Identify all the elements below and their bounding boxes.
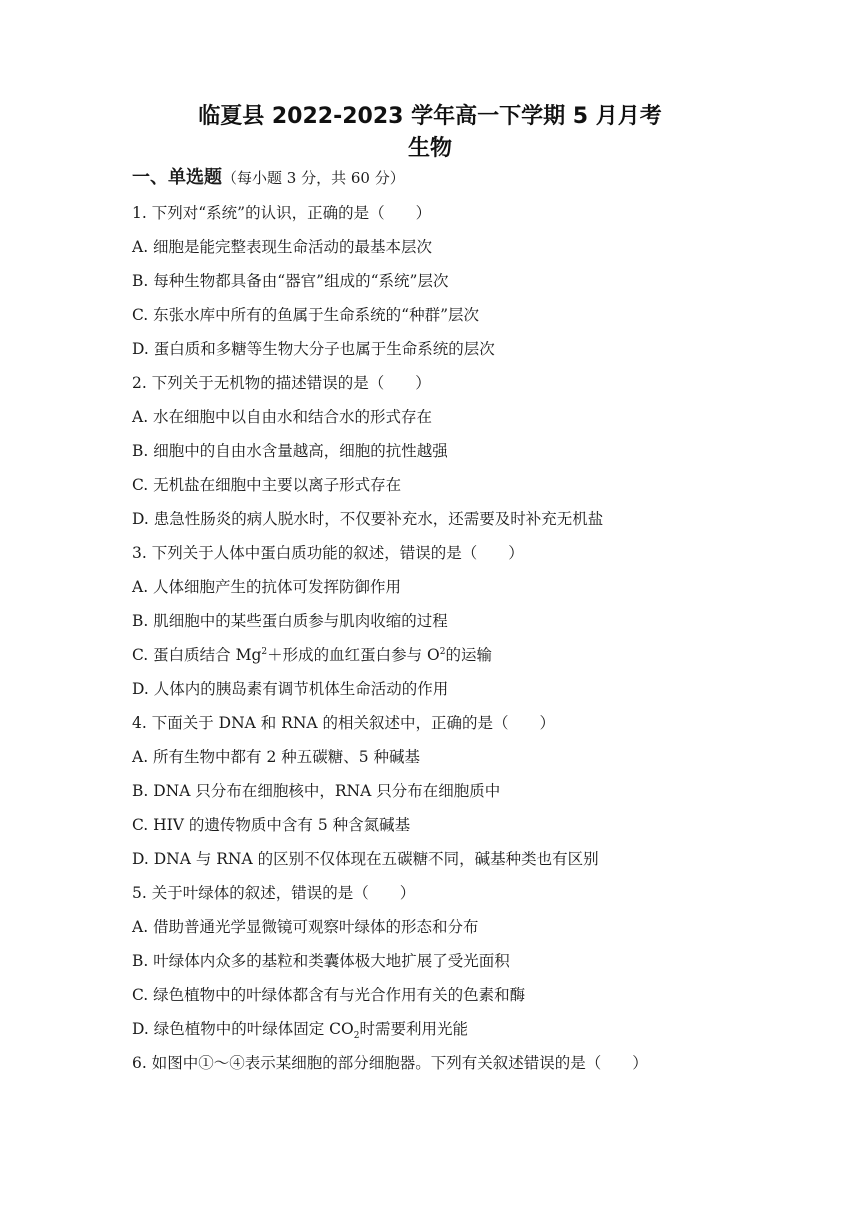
exam-title: 临夏县 2022-2023 学年高一下学期 5 月月考: [198, 104, 662, 129]
superscript: 2: [439, 646, 446, 657]
question-option: B. 细胞中的自由水含量越高，细胞的抗性越强: [132, 442, 448, 460]
option-text: C. 蛋白质结合 Mg: [132, 646, 262, 664]
option-text: ＋形成的血红蛋白参与 O: [267, 646, 440, 664]
question-option: D. DNA 与 RNA 的区别不仅体现在五碳糖不同，碱基种类也有区别: [132, 850, 599, 868]
question-option: C. 无机盐在细胞中主要以离子形式存在: [132, 476, 402, 494]
question-option: A. 水在细胞中以自由水和结合水的形式存在: [132, 408, 433, 426]
question-option: A. 细胞是能完整表现生命活动的最基本层次: [132, 238, 433, 256]
option-text: D. 绿色植物中的叶绿体固定 CO: [132, 1020, 354, 1038]
question-option: [132, 1016, 468, 1042]
question-option: D. 患急性肠炎的病人脱水时，不仅要补充水，还需要及时补充无机盐: [132, 510, 604, 528]
question-stem: 6. 如图中①～④表示某细胞的部分细胞器。下列有关叙述错误的是（ ）: [132, 1054, 648, 1072]
subscript: 2: [353, 1031, 360, 1042]
question-option: B. 叶绿体内众多的基粒和类囊体极大地扩展了受光面积: [132, 952, 510, 970]
question-option: A. 所有生物中都有 2 种五碳糖、5 种碱基: [132, 748, 421, 766]
superscript: 2: [261, 646, 268, 657]
section-heading: [132, 165, 405, 191]
question-option: A. 人体细胞产生的抗体可发挥防御作用: [132, 578, 402, 596]
question-stem: 5. 关于叶绿体的叙述，错误的是（ ）: [132, 884, 416, 902]
question-stem: 3. 下列关于人体中蛋白质功能的叙述，错误的是（ ）: [132, 544, 524, 562]
question-option: C. 绿色植物中的叶绿体都含有与光合作用有关的色素和酶: [132, 986, 526, 1004]
exam-subject: 生物: [407, 136, 452, 161]
option-text: 的运输: [445, 646, 493, 664]
section-note: （每小题 3 分，共 60 分）: [222, 169, 405, 187]
question-option: A. 借助普通光学显微镜可观察叶绿体的形态和分布: [132, 918, 479, 936]
question-stem: 2. 下列关于无机物的描述错误的是（ ）: [132, 374, 431, 392]
question-option: B. 每种生物都具备由“器官”组成的“系统”层次: [132, 272, 449, 290]
question-option: C. 东张水库中所有的鱼属于生命系统的“种群”层次: [132, 306, 480, 324]
question-option: [132, 642, 492, 668]
question-option: D. 人体内的胰岛素有调节机体生命活动的作用: [132, 680, 449, 698]
question-option: B. DNA 只分布在细胞核中，RNA 只分布在细胞质中: [132, 782, 501, 800]
section-title: 一、单选题: [132, 167, 222, 188]
question-option: D. 蛋白质和多糖等生物大分子也属于生命系统的层次: [132, 340, 495, 358]
question-option: C. HIV 的遗传物质中含有 5 种含氮碱基: [132, 816, 411, 834]
question-option: B. 肌细胞中的某些蛋白质参与肌肉收缩的过程: [132, 612, 448, 630]
question-stem: 4. 下面关于 DNA 和 RNA 的相关叙述中，正确的是（ ）: [132, 714, 556, 732]
question-stem: 1. 下列对“系统”的认识，正确的是（ ）: [132, 204, 432, 222]
option-text: 时需要利用光能: [359, 1020, 468, 1038]
